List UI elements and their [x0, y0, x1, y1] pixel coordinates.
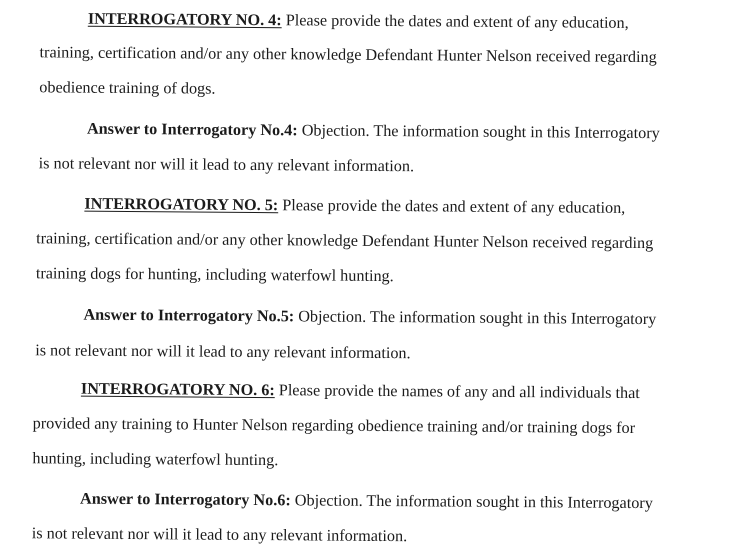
- interrogatory-6-text-line-1: Please provide the names of any and all individuals that: [274, 381, 640, 403]
- answer-6-line-1: [80, 489, 653, 513]
- answer-4-text-line-1: Objection. The information sought in this Interrogatory: [297, 121, 660, 143]
- interrogatory-6-heading: INTERROGATORY NO. 6:: [80, 379, 275, 400]
- interrogatory-4-heading: INTERROGATORY NO. 4:: [87, 9, 282, 30]
- answer-5-text-line-1: Objection. The information sought in this Interrogatory: [294, 307, 657, 329]
- interrogatory-5-line-3: training dogs for hunting, including waterfowl hunting.: [35, 264, 394, 286]
- answer-4-line-1: [87, 119, 660, 143]
- interrogatory-4-line-1: [88, 9, 629, 33]
- interrogatory-6-line-2: provided any training to Hunter Nelson regarding obedience training and/or training dogs for: [32, 414, 636, 438]
- interrogatory-4-text-line-1: Please provide the dates and extent of any education,: [281, 11, 629, 32]
- answer-6-label: Answer to Interrogatory No.6:: [80, 489, 291, 510]
- answer-4-line-2: is not relevant nor will it lead to any relevant information.: [38, 154, 415, 176]
- interrogatory-5-text-line-1: Please provide the dates and extent of any education,: [278, 196, 626, 217]
- interrogatory-5-heading: INTERROGATORY NO. 5:: [84, 194, 279, 215]
- interrogatory-4-line-3: obedience training of dogs.: [39, 78, 216, 98]
- interrogatory-5-line-1: [84, 194, 625, 218]
- answer-5-line-1: [83, 305, 656, 329]
- answer-6-line-2: is not relevant nor will it lead to any relevant information.: [31, 524, 408, 546]
- interrogatory-6-line-1: [81, 379, 640, 403]
- answer-6-text-line-1: Objection. The information sought in this Interrogatory: [290, 491, 653, 513]
- interrogatory-5-line-2: training, certification and/or any other knowledge Defendant Hunter Nelson received regarding: [36, 229, 654, 253]
- answer-5-label: Answer to Interrogatory No.5:: [83, 305, 295, 326]
- answer-4-label: Answer to Interrogatory No.4:: [86, 119, 298, 140]
- interrogatory-4-line-2: training, certification and/or any other knowledge Defendant Hunter Nelson received regarding: [39, 43, 657, 67]
- answer-5-line-2: is not relevant nor will it lead to any relevant information.: [35, 341, 411, 363]
- interrogatory-6-line-3: hunting, including waterfowl hunting.: [32, 449, 279, 470]
